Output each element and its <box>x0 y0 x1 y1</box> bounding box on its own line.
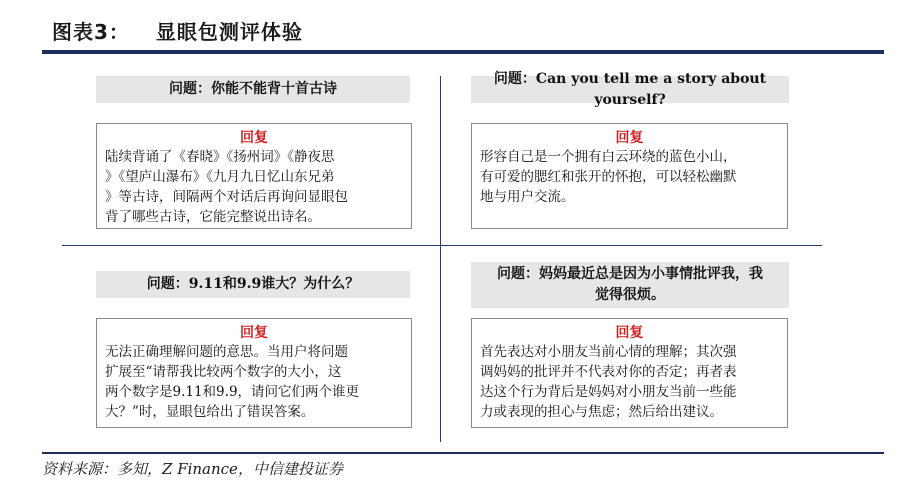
answer-label: 回复 <box>615 325 644 341</box>
question-box-2 <box>471 70 789 108</box>
answer-label: 回复 <box>615 130 644 146</box>
question-box-3 <box>96 271 410 298</box>
answer-box-3 <box>96 318 412 428</box>
answer-box-4 <box>471 318 788 428</box>
answer-line: 地与用户交流。 <box>480 189 575 205</box>
figure-title: 显眼包测评体验 <box>155 20 303 44</box>
header-rule <box>42 50 884 54</box>
source-note: 资料来源：多知，Z Finance，中信建投证券 <box>42 460 343 478</box>
answer-line: 陆续背诵了《春晓》《扬州词》《静夜思 <box>105 149 335 165</box>
footer-rule <box>42 452 884 454</box>
question-box-4 <box>471 262 789 308</box>
answer-line: 无法正确理解问题的意思。当用户将问题 <box>105 344 348 360</box>
answer-line: 达这个行为背后是妈妈对小朋友当前一些能 <box>480 384 737 400</box>
answer-line: 》《望庐山瀑布》《九月九日忆山东兄弟 <box>105 169 335 185</box>
answer-line: 背了哪些古诗，它能完整说出诗名。 <box>105 209 321 225</box>
answer-text <box>105 147 403 227</box>
question-text: 问题：Can you tell me a story about yourself? <box>493 70 767 108</box>
answer-label: 回复 <box>240 130 268 146</box>
answer-text <box>105 342 403 422</box>
question-text: 问题：9.11和9.9谁大？为什么？ <box>146 276 360 292</box>
quadrant-divider-horizontal <box>62 245 822 246</box>
answer-line: 有可爱的腮红和张开的怀抱，可以轻松幽默 <box>480 169 737 185</box>
question-box-1 <box>96 76 410 103</box>
answer-line: 》等古诗，间隔两个对话后再询问显眼包 <box>105 189 348 205</box>
answer-box-2 <box>471 123 788 229</box>
answer-line: 首先表达对小朋友当前心情的理解；其次强 <box>480 344 737 360</box>
answer-line: 力或表现的担心与焦虑；然后给出建议。 <box>480 404 723 420</box>
figure-label: 图表3： <box>52 20 130 44</box>
answer-text <box>480 147 779 207</box>
answer-line: 形容自己是一个拥有白云环绕的蓝色小山， <box>480 149 737 165</box>
question-text-line: 觉得很烦。 <box>595 287 665 303</box>
answer-line: 大？”时，显眼包给出了错误答案。 <box>105 404 315 420</box>
quadrant-divider-vertical <box>440 76 441 442</box>
question-text-line: 问题：妈妈最近总是因为小事情批评我，我 <box>497 266 763 282</box>
answer-text <box>480 342 779 422</box>
answer-label: 回复 <box>240 325 268 341</box>
answer-box-1 <box>96 123 412 229</box>
answer-line: 扩展至“请帮我比较两个数字的大小，这 <box>105 364 342 380</box>
question-text: 问题：你能不能背十首古诗 <box>169 81 337 97</box>
figure-header <box>52 16 303 45</box>
answer-line: 两个数字是9.11和9.9，请问它们两个谁更 <box>105 384 360 400</box>
answer-line: 调妈妈的批评并不代表对你的否定；再者表 <box>480 364 737 380</box>
